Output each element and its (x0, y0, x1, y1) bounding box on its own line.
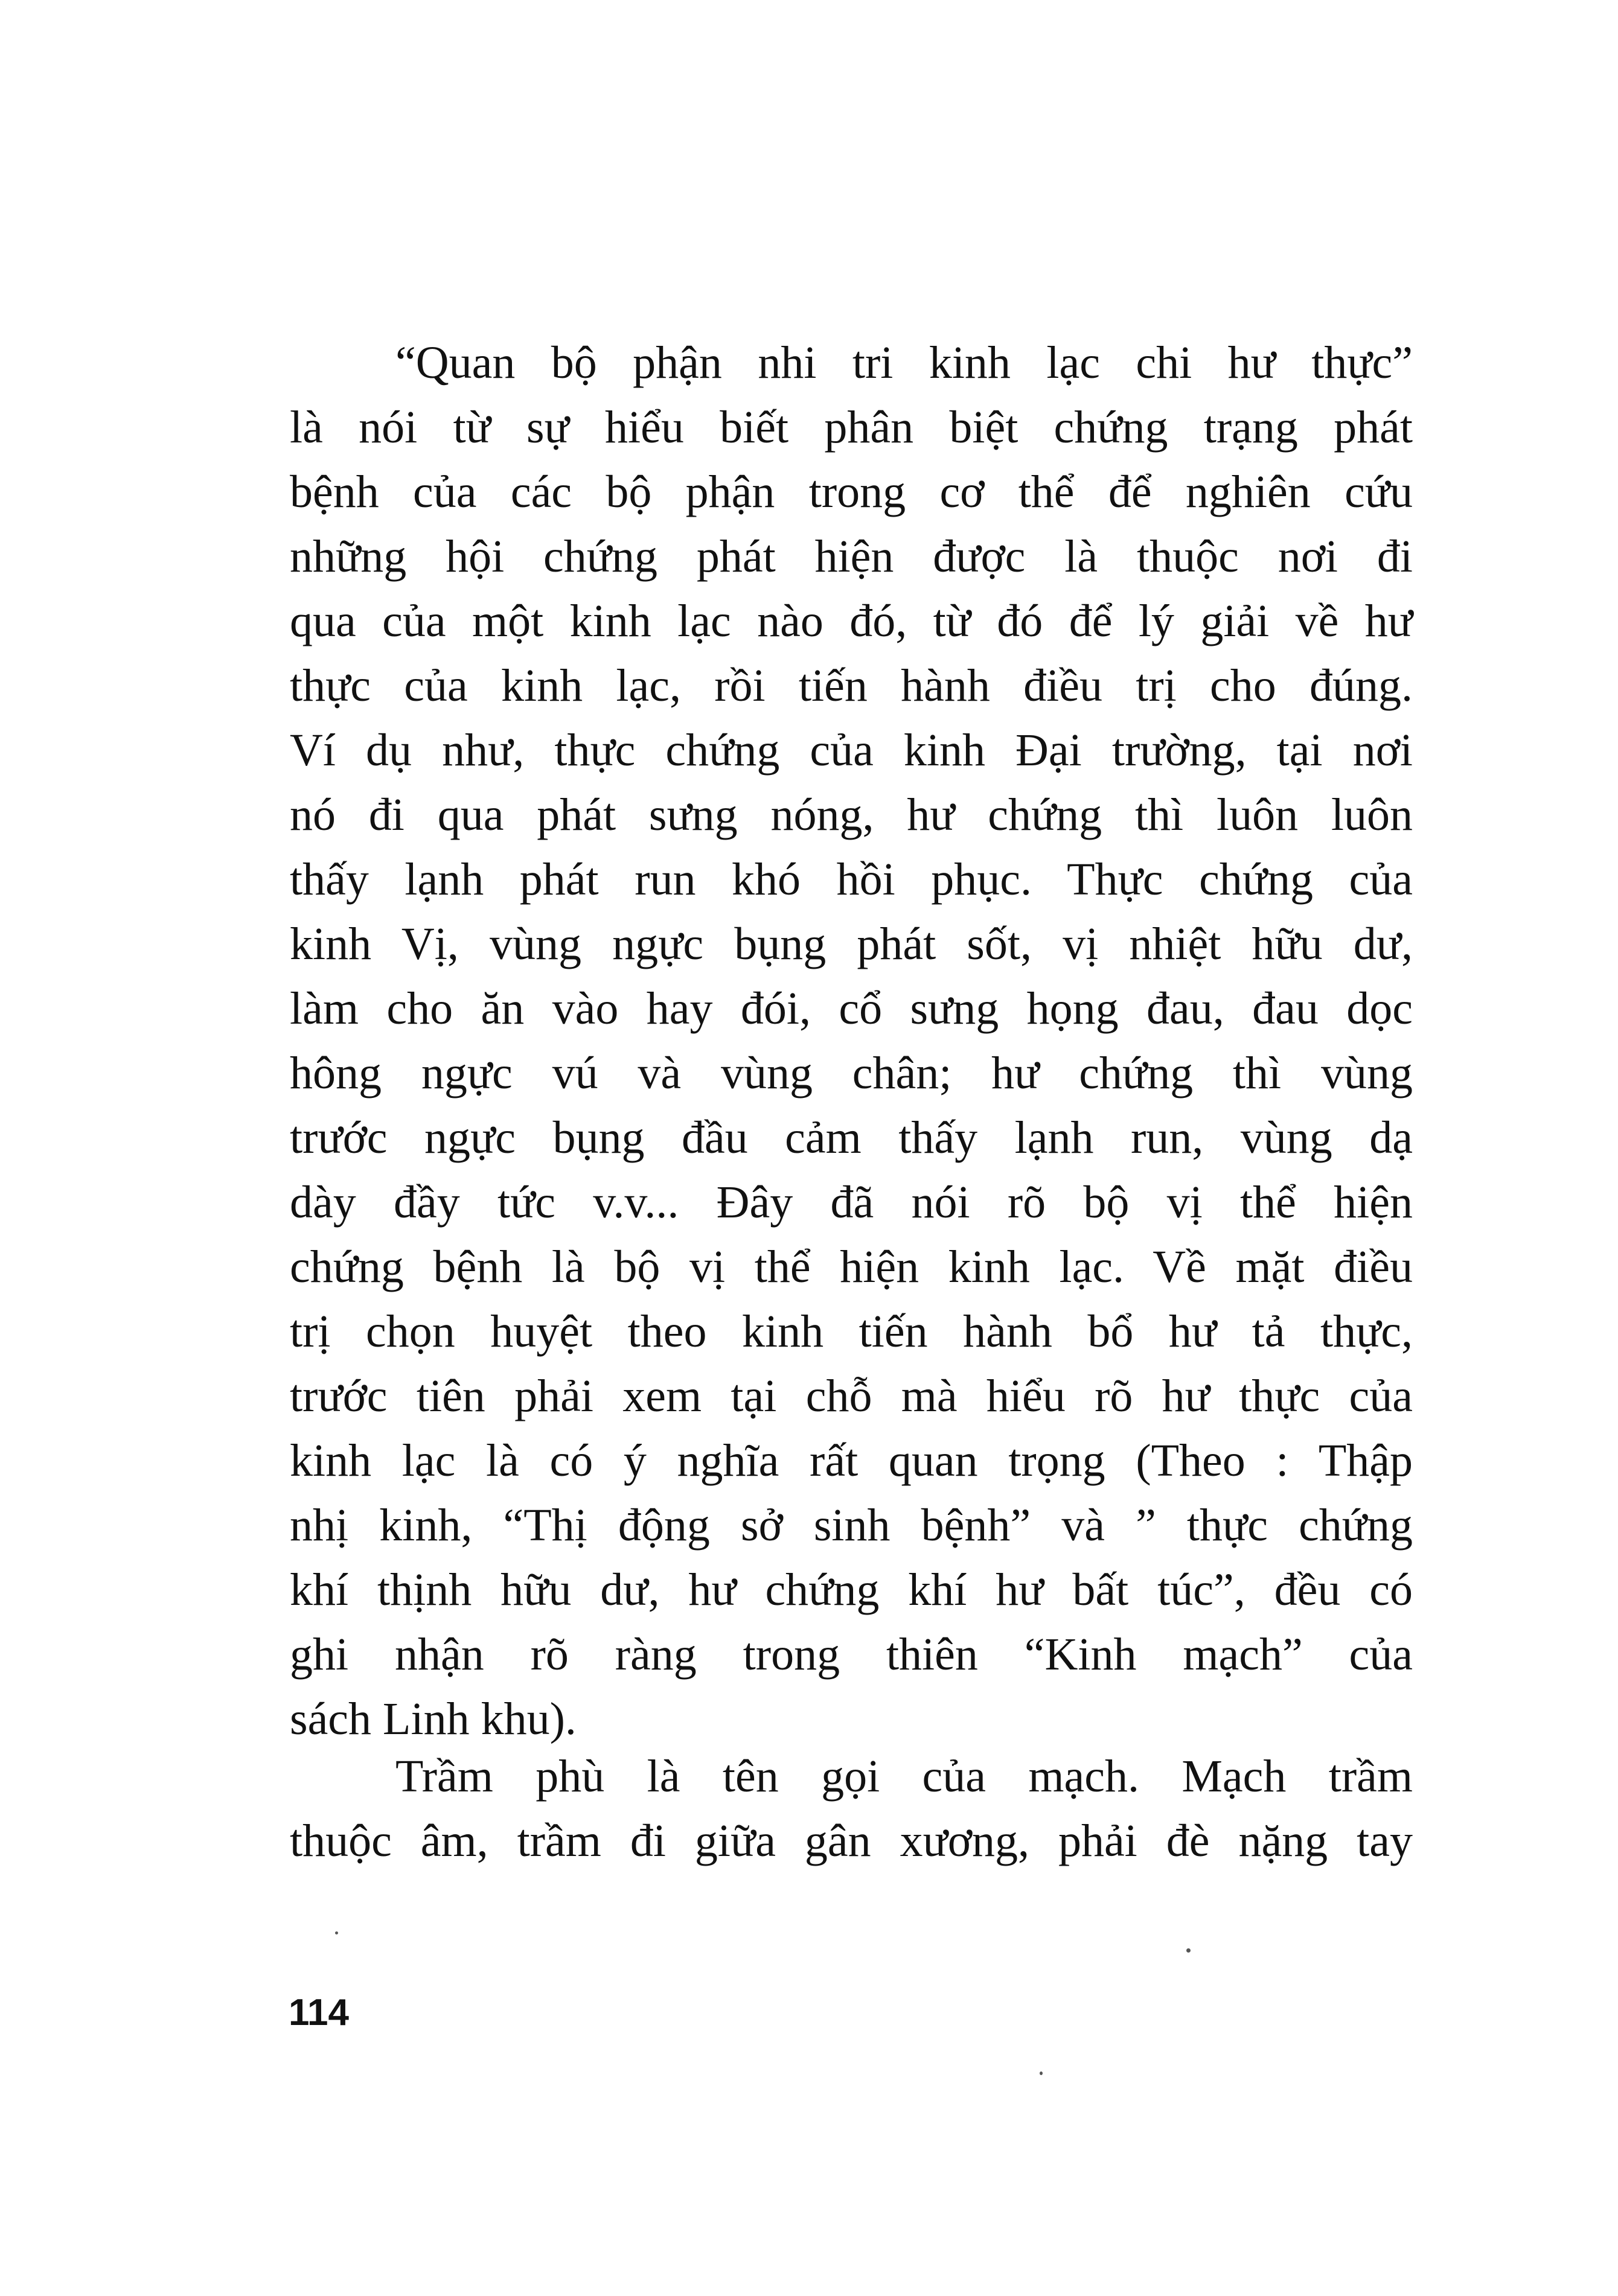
text-line: trước tiên phải xem tại chỗ mà hiểu rõ hư thực của (290, 1371, 1413, 1421)
text-line: ghi nhận rõ ràng trong thiên “Kinh mạch” của (290, 1629, 1413, 1680)
text-line: trước ngực bụng đầu cảm thấy lạnh run, vùng dạ (290, 1112, 1413, 1163)
text-line: “Quan bộ phận nhi tri kinh lạc chi hư thực” (395, 337, 1413, 388)
text-line: thuộc âm, trầm đi giữa gân xương, phải đè nặng tay (290, 1816, 1413, 1866)
scan-speck (1186, 1948, 1191, 1953)
text-line: nó đi qua phát sưng nóng, hư chứng thì luôn luôn (290, 789, 1413, 840)
text-line: Trầm phù là tên gọi của mạch. Mạch trầm (395, 1751, 1413, 1802)
text-line: hông ngực vú và vùng chân; hư chứng thì vùng (290, 1048, 1413, 1099)
paragraph-2 (290, 1744, 1413, 1873)
text-line: qua của một kinh lạc nào đó, từ đó để lý giải về hư (290, 596, 1413, 646)
text-line: những hội chứng phát hiện được là thuộc nơi đi (290, 531, 1413, 582)
text-line: dày đầy tức v.v... Đây đã nói rõ bộ vị thể hiện (290, 1177, 1413, 1228)
text-line: chứng bệnh là bộ vị thể hiện kinh lạc. Về mặt điều (290, 1242, 1413, 1292)
text-line: thấy lạnh phát run khó hồi phục. Thực chứng của (290, 854, 1413, 905)
text-line: bệnh của các bộ phận trong cơ thể để nghiên cứu (290, 467, 1413, 517)
text-line: khí thịnh hữu dư, hư chứng khí hư bất túc”, đều có (290, 1564, 1413, 1615)
page-number: 114 (289, 1992, 350, 2033)
text-line: thực của kinh lạc, rồi tiến hành điều trị cho đúng. (290, 660, 1413, 711)
text-line: trị chọn huyệt theo kinh tiến hành bổ hư tả thực, (290, 1306, 1413, 1357)
text-line: nhị kinh, “Thị động sở sinh bệnh” và ” thực chứng (290, 1500, 1413, 1551)
text-line: là nói từ sự hiểu biết phân biệt chứng trạng phát (290, 402, 1413, 453)
scan-speck (335, 1931, 338, 1934)
text-line: sách Linh khu). (290, 1694, 577, 1744)
text-line: kinh lạc là có ý nghĩa rất quan trọng (Theo : Thập (290, 1435, 1413, 1486)
scan-speck (1040, 2071, 1043, 2075)
text-line: kinh Vị, vùng ngực bụng phát sốt, vị nhiệt hữu dư, (290, 919, 1413, 969)
text-line: Ví dụ như, thực chứng của kinh Đại trường, tại nơi (290, 725, 1413, 776)
paragraph-1 (290, 331, 1413, 1752)
text-line: làm cho ăn vào hay đói, cổ sưng họng đau, đau dọc (290, 983, 1413, 1034)
